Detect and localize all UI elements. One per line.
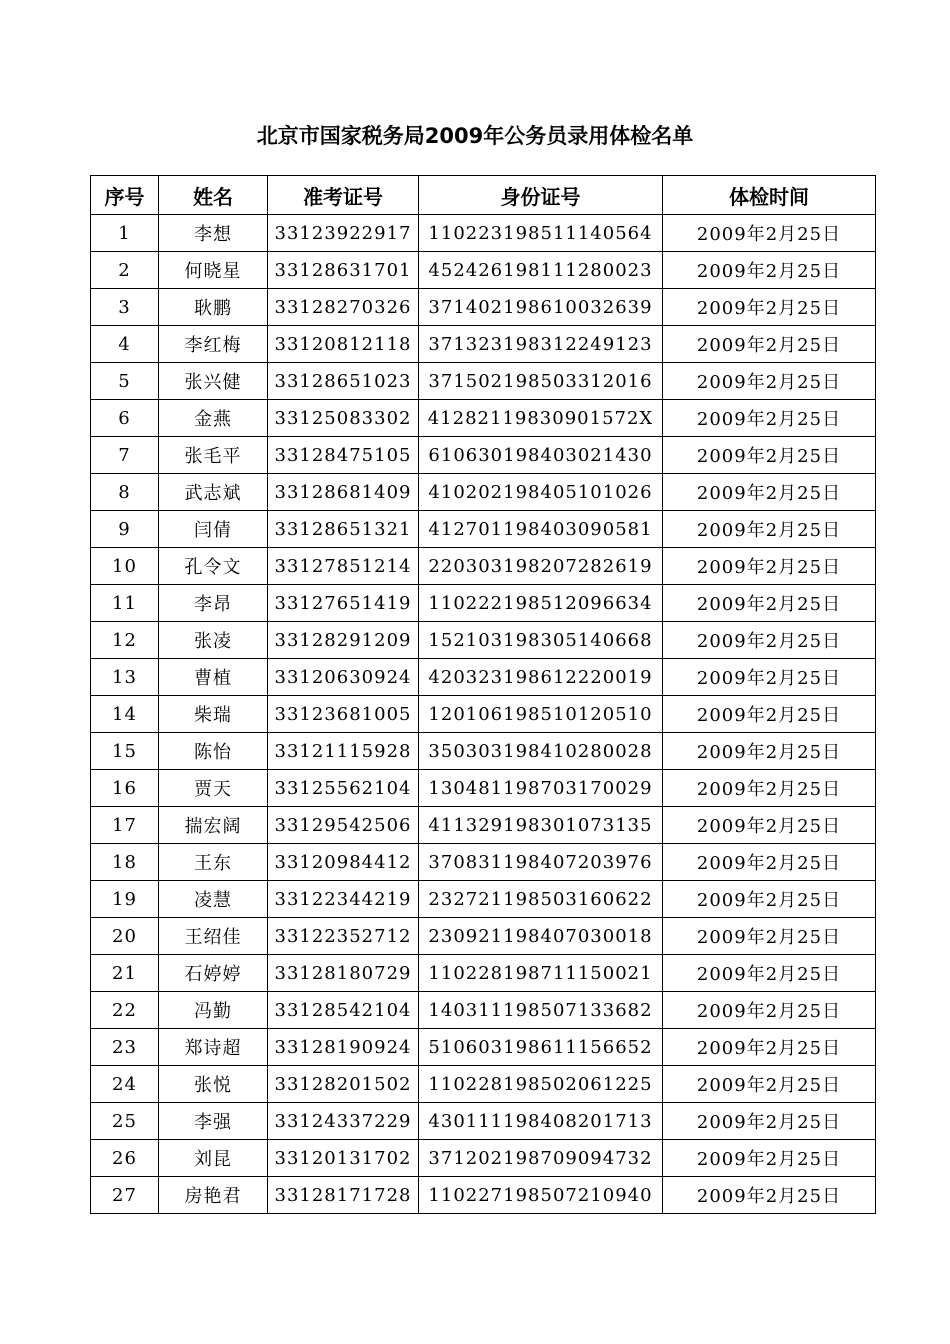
cell-exam-number: 33120630924 xyxy=(268,659,419,696)
cell-exam-date: 2009年2月25日 xyxy=(663,622,876,659)
cell-id-number: 120106198510120510 xyxy=(419,696,663,733)
cell-name: 李昂 xyxy=(159,585,268,622)
table-row xyxy=(91,807,876,844)
cell-exam-number: 33128651023 xyxy=(268,363,419,400)
cell-exam-number: 33120131702 xyxy=(268,1140,419,1177)
cell-name: 凌慧 xyxy=(159,881,268,918)
cell-exam-number: 33128171728 xyxy=(268,1177,419,1214)
cell-exam-number: 33128475105 xyxy=(268,437,419,474)
cell-exam-date: 2009年2月25日 xyxy=(663,659,876,696)
cell-exam-date: 2009年2月25日 xyxy=(663,437,876,474)
page-title: 北京市国家税务局2009年公务员录用体检名单 xyxy=(256,124,694,148)
cell-exam-number: 33120812118 xyxy=(268,326,419,363)
cell-exam-number: 33125562104 xyxy=(268,770,419,807)
header-row xyxy=(91,176,876,215)
table-row xyxy=(91,659,876,696)
table-row xyxy=(91,474,876,511)
cell-exam-number: 33128681409 xyxy=(268,474,419,511)
cell-seq: 11 xyxy=(91,585,159,622)
cell-exam-date: 2009年2月25日 xyxy=(663,215,876,252)
cell-exam-date: 2009年2月25日 xyxy=(663,1066,876,1103)
cell-seq: 6 xyxy=(91,400,159,437)
cell-id-number: 410202198405101026 xyxy=(419,474,663,511)
cell-seq: 3 xyxy=(91,289,159,326)
cell-name: 王东 xyxy=(159,844,268,881)
table-row xyxy=(91,770,876,807)
cell-id-number: 452426198111280023 xyxy=(419,252,663,289)
cell-exam-date: 2009年2月25日 xyxy=(663,400,876,437)
cell-name: 张兴健 xyxy=(159,363,268,400)
cell-name: 郑诗超 xyxy=(159,1029,268,1066)
cell-exam-number: 33128201502 xyxy=(268,1066,419,1103)
cell-name: 冯勤 xyxy=(159,992,268,1029)
cell-name: 金燕 xyxy=(159,400,268,437)
table-row xyxy=(91,733,876,770)
cell-name: 曹植 xyxy=(159,659,268,696)
cell-exam-number: 33127851214 xyxy=(268,548,419,585)
table-row xyxy=(91,326,876,363)
column-header-exam-number: 准考证号 xyxy=(268,176,419,215)
exam-roster-table xyxy=(90,175,876,1214)
cell-exam-date: 2009年2月25日 xyxy=(663,326,876,363)
cell-id-number: 110227198507210940 xyxy=(419,1177,663,1214)
cell-id-number: 110223198511140564 xyxy=(419,215,663,252)
cell-name: 耿鹏 xyxy=(159,289,268,326)
cell-id-number: 220303198207282619 xyxy=(419,548,663,585)
table-row xyxy=(91,1103,876,1140)
cell-exam-date: 2009年2月25日 xyxy=(663,844,876,881)
cell-seq: 2 xyxy=(91,252,159,289)
cell-exam-number: 33128542104 xyxy=(268,992,419,1029)
cell-seq: 22 xyxy=(91,992,159,1029)
cell-name: 李想 xyxy=(159,215,268,252)
cell-exam-number: 33128270326 xyxy=(268,289,419,326)
cell-seq: 16 xyxy=(91,770,159,807)
cell-seq: 18 xyxy=(91,844,159,881)
column-header-seq: 序号 xyxy=(91,176,159,215)
cell-id-number: 371323198312249123 xyxy=(419,326,663,363)
cell-exam-date: 2009年2月25日 xyxy=(663,955,876,992)
cell-exam-date: 2009年2月25日 xyxy=(663,1103,876,1140)
cell-seq: 13 xyxy=(91,659,159,696)
cell-seq: 8 xyxy=(91,474,159,511)
cell-seq: 25 xyxy=(91,1103,159,1140)
cell-seq: 26 xyxy=(91,1140,159,1177)
cell-seq: 4 xyxy=(91,326,159,363)
cell-id-number: 510603198611156652 xyxy=(419,1029,663,1066)
table-row xyxy=(91,622,876,659)
cell-name: 张凌 xyxy=(159,622,268,659)
cell-seq: 12 xyxy=(91,622,159,659)
table-row xyxy=(91,955,876,992)
cell-exam-date: 2009年2月25日 xyxy=(663,252,876,289)
cell-exam-date: 2009年2月25日 xyxy=(663,1177,876,1214)
cell-id-number: 110222198512096634 xyxy=(419,585,663,622)
cell-exam-date: 2009年2月25日 xyxy=(663,918,876,955)
table-row xyxy=(91,215,876,252)
cell-seq: 24 xyxy=(91,1066,159,1103)
cell-exam-date: 2009年2月25日 xyxy=(663,474,876,511)
cell-id-number: 412701198403090581 xyxy=(419,511,663,548)
cell-id-number: 152103198305140668 xyxy=(419,622,663,659)
cell-exam-number: 33128291209 xyxy=(268,622,419,659)
cell-exam-date: 2009年2月25日 xyxy=(663,733,876,770)
cell-exam-date: 2009年2月25日 xyxy=(663,1029,876,1066)
cell-exam-date: 2009年2月25日 xyxy=(663,363,876,400)
table-row xyxy=(91,252,876,289)
cell-seq: 27 xyxy=(91,1177,159,1214)
table-row xyxy=(91,844,876,881)
table-row xyxy=(91,437,876,474)
cell-seq: 5 xyxy=(91,363,159,400)
cell-exam-number: 33128631701 xyxy=(268,252,419,289)
cell-exam-number: 33129542506 xyxy=(268,807,419,844)
cell-id-number: 371202198709094732 xyxy=(419,1140,663,1177)
cell-id-number: 370831198407203976 xyxy=(419,844,663,881)
table-row xyxy=(91,1066,876,1103)
cell-exam-number: 33121115928 xyxy=(268,733,419,770)
cell-name: 武志斌 xyxy=(159,474,268,511)
cell-seq: 9 xyxy=(91,511,159,548)
cell-seq: 21 xyxy=(91,955,159,992)
cell-exam-number: 33122344219 xyxy=(268,881,419,918)
table-row xyxy=(91,400,876,437)
cell-seq: 1 xyxy=(91,215,159,252)
cell-exam-number: 33127651419 xyxy=(268,585,419,622)
table-row xyxy=(91,289,876,326)
cell-id-number: 371502198503312016 xyxy=(419,363,663,400)
cell-name: 房艳君 xyxy=(159,1177,268,1214)
cell-id-number: 232721198503160622 xyxy=(419,881,663,918)
cell-seq: 14 xyxy=(91,696,159,733)
cell-id-number: 140311198507133682 xyxy=(419,992,663,1029)
cell-seq: 19 xyxy=(91,881,159,918)
cell-name: 张毛平 xyxy=(159,437,268,474)
cell-exam-date: 2009年2月25日 xyxy=(663,992,876,1029)
table-row xyxy=(91,363,876,400)
cell-exam-number: 33124337229 xyxy=(268,1103,419,1140)
column-header-exam-date: 体检时间 xyxy=(663,176,876,215)
cell-seq: 23 xyxy=(91,1029,159,1066)
cell-id-number: 411329198301073135 xyxy=(419,807,663,844)
cell-id-number: 420323198612220019 xyxy=(419,659,663,696)
cell-exam-date: 2009年2月25日 xyxy=(663,696,876,733)
cell-id-number: 430111198408201713 xyxy=(419,1103,663,1140)
cell-name: 王绍佳 xyxy=(159,918,268,955)
cell-name: 闫倩 xyxy=(159,511,268,548)
table-row xyxy=(91,1140,876,1177)
cell-exam-number: 33128180729 xyxy=(268,955,419,992)
cell-name: 李红梅 xyxy=(159,326,268,363)
cell-exam-date: 2009年2月25日 xyxy=(663,807,876,844)
cell-name: 何晓星 xyxy=(159,252,268,289)
cell-exam-date: 2009年2月25日 xyxy=(663,585,876,622)
cell-id-number: 130481198703170029 xyxy=(419,770,663,807)
cell-name: 柴瑞 xyxy=(159,696,268,733)
cell-id-number: 610630198403021430 xyxy=(419,437,663,474)
cell-name: 刘昆 xyxy=(159,1140,268,1177)
table-row xyxy=(91,992,876,1029)
cell-id-number: 41282119830901572X xyxy=(419,400,663,437)
table-row xyxy=(91,696,876,733)
table-body xyxy=(91,215,876,1214)
cell-name: 揣宏阔 xyxy=(159,807,268,844)
cell-name: 李强 xyxy=(159,1103,268,1140)
table-row xyxy=(91,548,876,585)
table-row xyxy=(91,1029,876,1066)
cell-exam-date: 2009年2月25日 xyxy=(663,511,876,548)
cell-seq: 15 xyxy=(91,733,159,770)
cell-exam-date: 2009年2月25日 xyxy=(663,881,876,918)
column-header-name: 姓名 xyxy=(159,176,268,215)
table-row xyxy=(91,585,876,622)
cell-exam-number: 33123922917 xyxy=(268,215,419,252)
cell-exam-number: 33125083302 xyxy=(268,400,419,437)
cell-id-number: 110228198502061225 xyxy=(419,1066,663,1103)
cell-exam-date: 2009年2月25日 xyxy=(663,548,876,585)
cell-exam-date: 2009年2月25日 xyxy=(663,1140,876,1177)
cell-id-number: 350303198410280028 xyxy=(419,733,663,770)
table-row xyxy=(91,511,876,548)
cell-name: 张悦 xyxy=(159,1066,268,1103)
cell-seq: 20 xyxy=(91,918,159,955)
cell-name: 石婷婷 xyxy=(159,955,268,992)
cell-id-number: 110228198711150021 xyxy=(419,955,663,992)
cell-exam-number: 33120984412 xyxy=(268,844,419,881)
cell-name: 贾天 xyxy=(159,770,268,807)
cell-name: 孔令文 xyxy=(159,548,268,585)
cell-exam-number: 33123681005 xyxy=(268,696,419,733)
table-row xyxy=(91,1177,876,1214)
cell-exam-date: 2009年2月25日 xyxy=(663,289,876,326)
table-row xyxy=(91,881,876,918)
cell-exam-number: 33122352712 xyxy=(268,918,419,955)
cell-id-number: 371402198610032639 xyxy=(419,289,663,326)
cell-seq: 7 xyxy=(91,437,159,474)
cell-exam-number: 33128190924 xyxy=(268,1029,419,1066)
cell-exam-date: 2009年2月25日 xyxy=(663,770,876,807)
column-header-id-number: 身份证号 xyxy=(419,176,663,215)
table-header xyxy=(91,176,876,215)
cell-seq: 10 xyxy=(91,548,159,585)
cell-exam-number: 33128651321 xyxy=(268,511,419,548)
table-row xyxy=(91,918,876,955)
cell-id-number: 230921198407030018 xyxy=(419,918,663,955)
cell-name: 陈怡 xyxy=(159,733,268,770)
cell-seq: 17 xyxy=(91,807,159,844)
